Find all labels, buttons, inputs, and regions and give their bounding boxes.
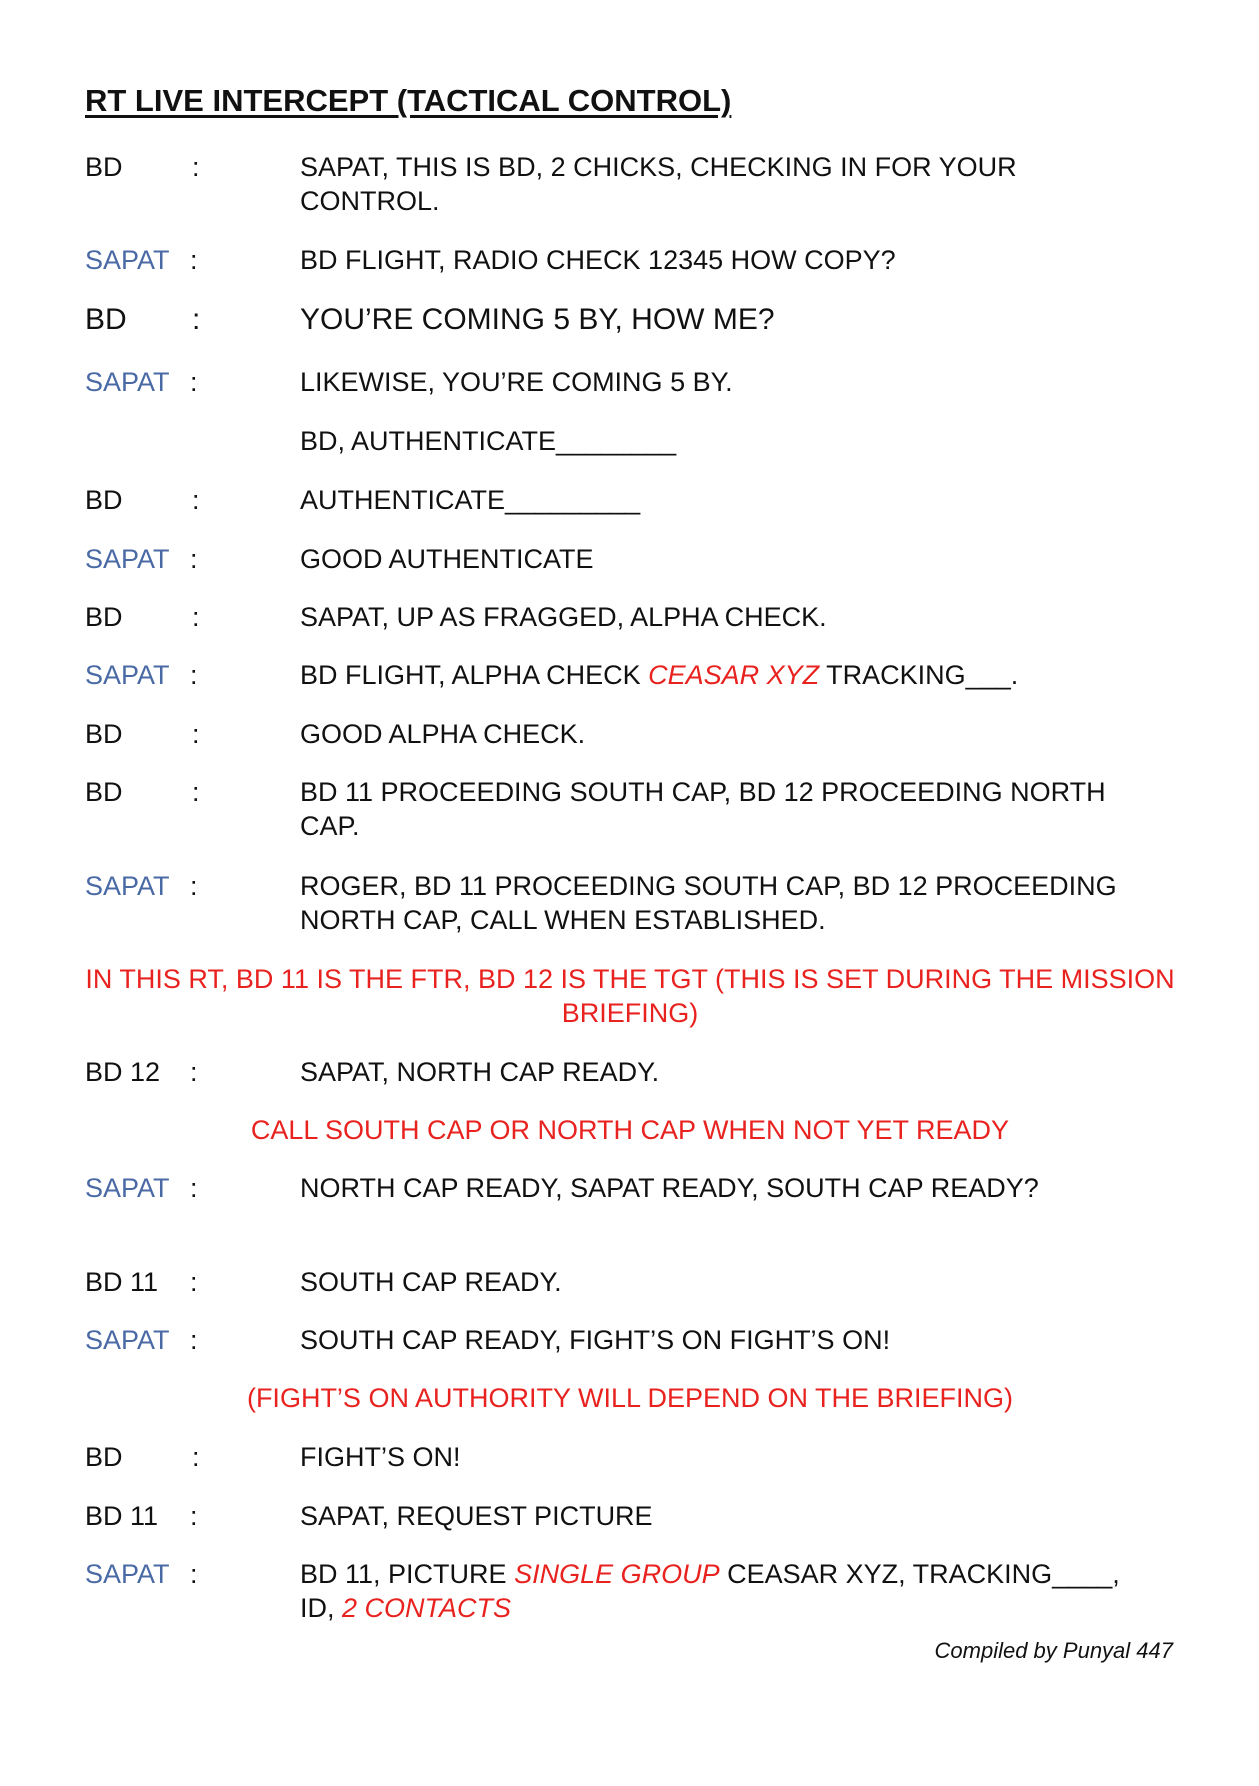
- speaker-label: BD: [85, 1442, 123, 1472]
- briefing-note: IN THIS RT, BD 11 IS THE FTR, BD 12 IS THE TGT (THIS IS SET DURING THE MISSION BRIEFING): [85, 964, 1175, 1028]
- message-text: LIKEWISE, YOU’RE COMING 5 BY.: [300, 367, 733, 397]
- briefing-note: (FIGHT’S ON AUTHORITY WILL DEPEND ON THE BRIEFING): [246, 1383, 1014, 1413]
- speaker-label: BD: [85, 152, 123, 182]
- message-text: GOOD AUTHENTICATE: [300, 544, 594, 574]
- message-text: BD 11 PROCEEDING SOUTH CAP, BD 12 PROCEEDING NORTH CAP.: [300, 777, 1106, 841]
- speaker-label: SAPAT: [85, 1173, 170, 1203]
- speaker-label: SAPAT: [85, 367, 170, 397]
- speaker-label: BD 11: [85, 1267, 159, 1297]
- message-text: SAPAT, NORTH CAP READY.: [300, 1057, 660, 1087]
- colon: :: [192, 719, 200, 749]
- speaker-label: SAPAT: [85, 245, 170, 275]
- message-text: FIGHT’S ON!: [300, 1442, 461, 1472]
- colon: :: [190, 1267, 198, 1297]
- callsign-highlight: CEASAR XYZ: [648, 660, 820, 690]
- speaker-label: SAPAT: [85, 1559, 170, 1589]
- message-text: GOOD ALPHA CHECK.: [300, 719, 586, 749]
- colon: :: [192, 303, 201, 336]
- colon: :: [190, 544, 198, 574]
- colon: :: [192, 777, 200, 807]
- speaker-label: BD 12: [85, 1057, 161, 1087]
- speaker-label: SAPAT: [85, 1325, 170, 1355]
- colon: :: [190, 245, 198, 275]
- briefing-note: CALL SOUTH CAP OR NORTH CAP WHEN NOT YET READY: [250, 1115, 1010, 1145]
- speaker-label: SAPAT: [85, 660, 170, 690]
- message-text: YOU’RE COMING 5 BY, HOW ME?: [300, 303, 775, 336]
- speaker-label: BD: [85, 303, 127, 336]
- message-text: NORTH CAP READY, SAPAT READY, SOUTH CAP READY?: [300, 1173, 1039, 1203]
- speaker-label: BD: [85, 719, 123, 749]
- picture-highlight: SINGLE GROUP: [514, 1559, 720, 1589]
- speaker-label: BD: [85, 602, 123, 632]
- speaker-label: SAPAT: [85, 871, 170, 901]
- colon: :: [192, 602, 200, 632]
- message-text-part: BD FLIGHT, ALPHA CHECK: [300, 660, 649, 690]
- message-text-part: BD 11, PICTURE: [300, 1559, 515, 1589]
- contacts-highlight: 2 CONTACTS: [342, 1593, 512, 1623]
- speaker-label: BD 11: [85, 1501, 159, 1531]
- colon: :: [190, 367, 198, 397]
- colon: :: [190, 1325, 198, 1355]
- colon: :: [190, 1173, 198, 1203]
- speaker-label: BD: [85, 485, 123, 515]
- colon: :: [190, 1501, 198, 1531]
- message-text: BD, AUTHENTICATE________: [300, 426, 677, 456]
- colon: :: [190, 1057, 198, 1087]
- speaker-label: BD: [85, 777, 123, 807]
- speaker-label: SAPAT: [85, 544, 170, 574]
- message-text: SOUTH CAP READY, FIGHT’S ON FIGHT’S ON!: [300, 1325, 891, 1355]
- footer-credit: Compiled by Punyal 447: [934, 1638, 1173, 1663]
- message-text-part: CEASAR XYZ, TRACKING____, ID,: [300, 1559, 1120, 1623]
- page-title: RT LIVE INTERCEPT (TACTICAL CONTROL): [85, 83, 732, 118]
- colon: :: [192, 152, 200, 182]
- message-text: SAPAT, REQUEST PICTURE: [300, 1501, 653, 1531]
- message-text: SAPAT, THIS IS BD, 2 CHICKS, CHECKING IN FOR YOUR CONTROL.: [300, 152, 1017, 216]
- message-text: [300, 658, 1160, 692]
- colon: :: [190, 660, 198, 690]
- message-text: ROGER, BD 11 PROCEEDING SOUTH CAP, BD 12 PROCEEDING NORTH CAP, CALL WHEN ESTABLISHED.: [300, 871, 1117, 935]
- message-text: SOUTH CAP READY.: [300, 1267, 562, 1297]
- message-text-part: TRACKING___.: [819, 660, 1019, 690]
- colon: :: [190, 1559, 198, 1589]
- message-text: BD FLIGHT, RADIO CHECK 12345 HOW COPY?: [300, 245, 896, 275]
- colon: :: [192, 1442, 200, 1472]
- message-text: AUTHENTICATE_________: [300, 485, 641, 515]
- colon: :: [192, 485, 200, 515]
- message-text: [300, 1557, 1160, 1625]
- colon: :: [190, 871, 198, 901]
- message-text: SAPAT, UP AS FRAGGED, ALPHA CHECK.: [300, 602, 827, 632]
